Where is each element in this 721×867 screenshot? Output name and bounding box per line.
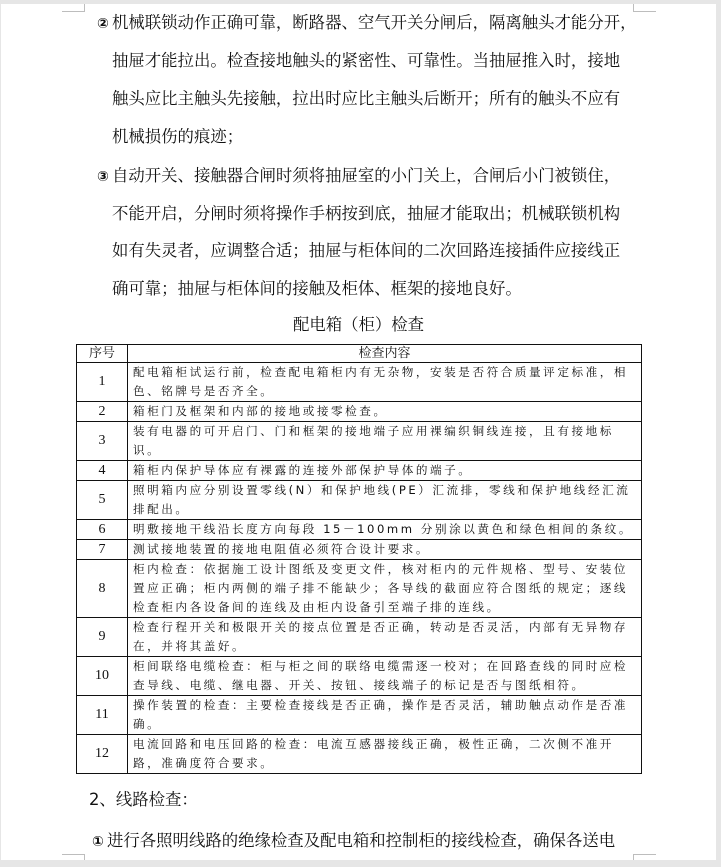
table-row: [77, 560, 642, 618]
document-page: [1, 4, 716, 860]
row-content: 操作装置的检查：主要检查接线是否正确，操作是否灵活，辅助触点动作是否准确。: [128, 696, 642, 735]
inspection-table: [76, 344, 642, 774]
margin-corner-mark: [633, 4, 656, 12]
table-row: [77, 696, 642, 735]
table-header-row: [77, 345, 642, 363]
table-row: [77, 520, 642, 540]
row-number: 5: [77, 481, 128, 520]
paragraph-line: [97, 166, 620, 186]
row-number: 10: [77, 657, 128, 696]
paragraph-line: 如有失灵者，应调整合适；抽屉与柜体间的二次回路连接插件应接线正: [112, 241, 621, 260]
row-number: 9: [77, 618, 128, 657]
row-number: 11: [77, 696, 128, 735]
circled-number-marker: ①: [92, 834, 104, 850]
margin-corner-mark: [62, 4, 85, 12]
table-row: [77, 363, 642, 402]
row-content: 电流回路和电压回路的检查：电流互感器接线正确，极性正确，二次侧不准开路，准确度符合要求。: [128, 735, 642, 774]
row-number: 2: [77, 402, 128, 422]
row-number: 6: [77, 520, 128, 540]
row-content: 箱柜内保护导体应有裸露的连接外部保护导体的端子。: [128, 461, 642, 481]
table-row: [77, 735, 642, 774]
row-number: 1: [77, 363, 128, 402]
paragraph-line: 不能开启，分闸时须将操作手柄按到底，抽屉才能取出；机械联锁机构: [112, 204, 621, 223]
margin-corner-mark: [633, 854, 656, 860]
table-title: 配电箱（柜）检查: [292, 315, 425, 334]
section-heading: 2、线路检查：: [89, 790, 198, 809]
row-content: 检查行程开关和极限开关的接点位置是否正确，转动是否灵活，内部有无异物存在，并将其盖好。: [128, 618, 642, 657]
row-number: 7: [77, 540, 128, 560]
table-row: [77, 422, 642, 461]
row-number: 3: [77, 422, 128, 461]
paragraph-text: 机械联锁动作正确可靠，断路器、空气开关分闸后，隔离触头才能分开，: [112, 13, 637, 32]
table-row: [77, 618, 642, 657]
row-content: 测试接地装置的接地电阻值必须符合设计要求。: [128, 540, 642, 560]
row-number: 4: [77, 461, 128, 481]
margin-corner-mark: [62, 854, 85, 860]
column-header-number: 序号: [77, 345, 128, 363]
column-header-content: 检查内容: [128, 345, 642, 363]
section-item-1: [92, 831, 615, 852]
row-content: 箱柜门及框架和内部的接地或接零检查。: [128, 402, 642, 422]
paragraph-text: 进行各照明线路的绝缘检查及配电箱和控制柜的接线检查，确保各送电: [107, 831, 616, 850]
row-content: 照明箱内应分别设置零线(N）和保护地线(PE）汇流排，零线和保护地线经汇流排配出。: [128, 481, 642, 520]
row-content: 明敷接地干线沿长度方向每段 15－100mm 分别涂以黄色和绿色相间的条纹。: [128, 520, 642, 540]
table-row: [77, 540, 642, 560]
table-row: [77, 481, 642, 520]
circled-number-marker: ③: [97, 169, 109, 185]
paragraph-line: [97, 13, 637, 33]
table-row: [77, 402, 642, 422]
row-content: 柜间联络电缆检查：柜与柜之间的联络电缆需逐一校对；在回路查线的同时应检查导线、电缆、继电器、开关、按钮、接线端子的标记是否与图纸相符。: [128, 657, 642, 696]
row-number: 12: [77, 735, 128, 774]
circled-number-marker: ②: [97, 16, 109, 32]
paragraph-line: 机械损伤的痕迹；: [112, 127, 244, 146]
paragraph-line: 确可靠；抽屉与柜体间的接触及柜体、框架的接地良好。: [112, 279, 522, 298]
row-content: 配电箱柜试运行前，检查配电箱柜内有无杂物，安装是否符合质量评定标准，相色、铭牌号是否齐全。: [128, 363, 642, 402]
paragraph-text: 自动开关、接触器合闸时须将抽屉室的小门关上，合闸后小门被锁住，: [112, 166, 621, 185]
paragraph-line: 抽屉才能拉出。检查接地触头的紧密性、可靠性。当抽屉推入时，接地: [112, 51, 621, 70]
table-row: [77, 657, 642, 696]
table-row: [77, 461, 642, 481]
row-content: 装有电器的可开启门、门和框架的接地端子应用裸编织铜线连接，且有接地标识。: [128, 422, 642, 461]
paragraph-line: 触头应比主触头先接触，拉出时应比主触头后断开；所有的触头不应有: [112, 89, 621, 108]
row-number: 8: [77, 560, 128, 618]
row-content: 柜内检查：依据施工设计图纸及变更文件，核对柜内的元件规格、型号、安装位置应正确；柜内两侧的端子排不能缺少；各导线的截面应符合图纸的规定；逐线检查柜内各设备间的连线及由柜内设备引至端子排的连线。: [128, 560, 642, 618]
